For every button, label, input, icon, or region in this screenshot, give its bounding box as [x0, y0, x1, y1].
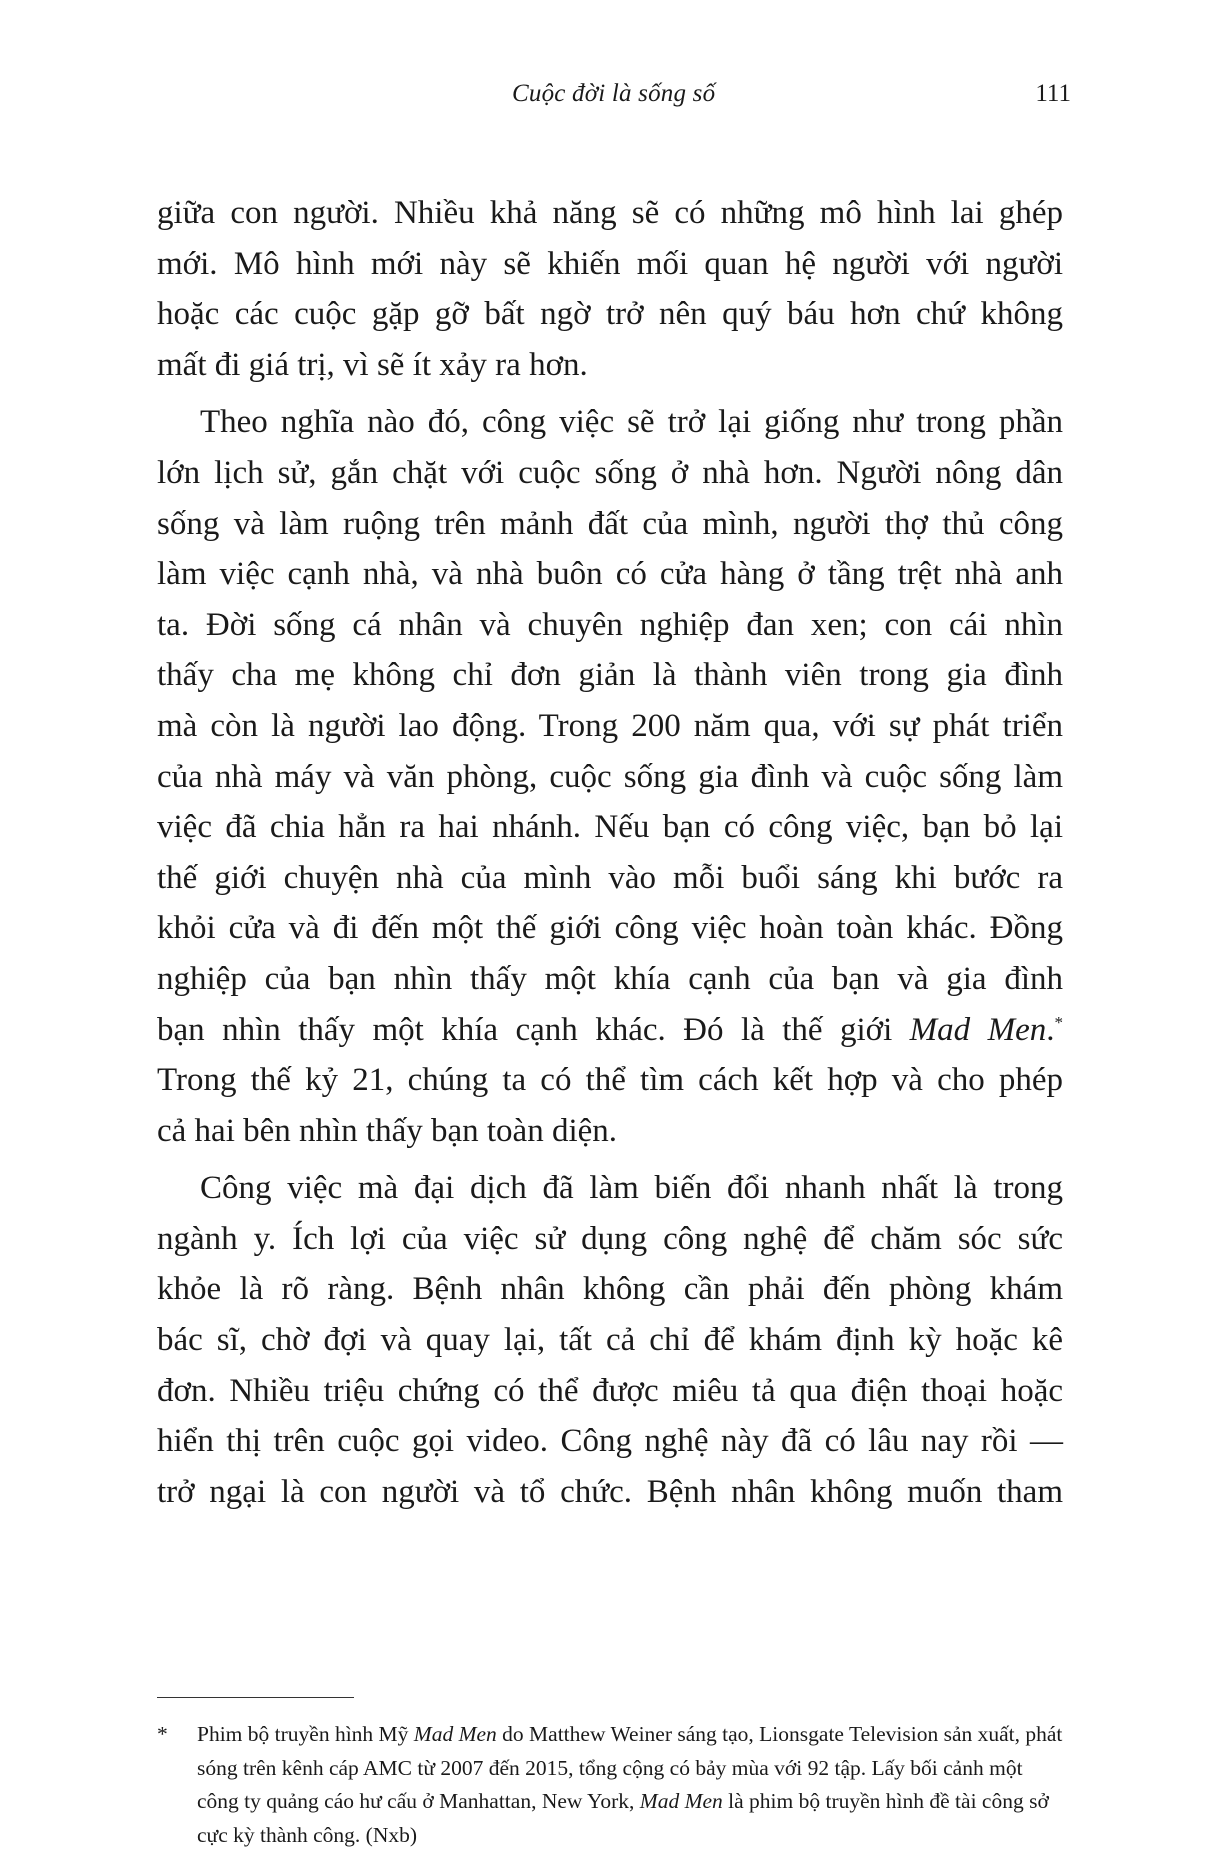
text-segment: . [1046, 1011, 1055, 1048]
text-line: mới. Mô hình mới này sẽ khiến mối quan hệ người với người [157, 245, 1063, 282]
text-line: sống và làm ruộng trên mảnh đất của mình, người thợ thủ công [157, 505, 1063, 542]
footnote-reference[interactable]: * [1054, 1012, 1063, 1032]
footnote-segment: là phim bộ truyền hình đề tài công sở cực kỳ thành công. (Nxb) [197, 1789, 1049, 1847]
text-line: cả hai bên nhìn thấy bạn toàn diện. [157, 1112, 618, 1149]
footnote-segment: do Matthew Weiner sáng tạo, Lionsgate Television sản xuất, phát sóng trên kênh cáp AMC từ 2007 đến 2015, tổng cộng có bảy mùa với 92 tập. Lấy bối cảnh một công ty quảng cáo hư cấu ở Manhattan, New York, [197, 1722, 1063, 1813]
text-line: của nhà máy và văn phòng, cuộc sống gia đình và cuộc sống làm [157, 758, 1063, 795]
body-text [157, 188, 1063, 1517]
text-line: thế giới chuyện nhà của mình vào mỗi buổi sáng khi bước ra [157, 859, 1063, 896]
text-line: khỏe là rõ ràng. Bệnh nhân không cần phải đến phòng khám [157, 1271, 1063, 1308]
text-line: Công việc mà đại dịch đã làm biến đổi nhanh nhất là trong [200, 1170, 1063, 1207]
running-title: Cuộc đời là sống số [512, 80, 716, 107]
text-line: Trong thế kỷ 21, chúng ta có thể tìm cách kết hợp và cho phép [157, 1062, 1063, 1099]
text-line: hoặc các cuộc gặp gỡ bất ngờ trở nên quý báu hơn chứ không [157, 296, 1063, 333]
paragraph-2 [157, 397, 1063, 1156]
show-title: Mad Men [909, 1011, 1047, 1048]
footnote-text [197, 1718, 1063, 1852]
text-line: mà còn là người lao động. Trong 200 năm qua, với sự phát triển [157, 707, 1063, 744]
show-title: Mad Men [413, 1722, 497, 1746]
text-line: giữa con người. Nhiều khả năng sẽ có những mô hình lai ghép [157, 195, 1063, 231]
running-header [0, 80, 1221, 120]
text-line: trở ngại là con người và tổ chức. Bệnh nhân không muốn tham [157, 1473, 1063, 1510]
text-line: ngành y. Ích lợi của việc sử dụng công nghệ để chăm sóc sức [157, 1220, 1063, 1257]
paragraph-1 [157, 188, 1063, 390]
text-line: bác sĩ, chờ đợi và quay lại, tất cả chỉ để khám định kỳ hoặc kê [157, 1322, 1063, 1359]
text-line: hiển thị trên cuộc gọi video. Công nghệ này đã có lâu nay rồi — [157, 1423, 1063, 1460]
text-segment: bạn nhìn thấy một khía cạnh khác. Đó là thế giới [157, 1011, 910, 1048]
text-line: việc đã chia hẳn ra hai nhánh. Nếu bạn có công việc, bạn bỏ lại [157, 809, 1063, 846]
text-line: lớn lịch sử, gắn chặt với cuộc sống ở nhà hơn. Người nông dân [157, 454, 1063, 491]
footnote-marker: * [157, 1722, 168, 1746]
text-line: làm việc cạnh nhà, và nhà buôn có cửa hàng ở tầng trệt nhà anh [157, 556, 1063, 593]
text-line: khỏi cửa và đi đến một thế giới công việc hoàn toàn khác. Đồng [157, 910, 1063, 947]
footnote-segment: Phim bộ truyền hình Mỹ [197, 1722, 414, 1746]
text-line: mất đi giá trị, vì sẽ ít xảy ra hơn. [157, 346, 588, 383]
text-line: Theo nghĩa nào đó, công việc sẽ trở lại giống như trong phần [200, 404, 1063, 441]
text-line: thấy cha mẹ không chỉ đơn giản là thành viên trong gia đình [157, 657, 1063, 694]
page-number: 111 [1035, 80, 1071, 107]
text-line: nghiệp của bạn nhìn thấy một khía cạnh của bạn và gia đình [157, 960, 1063, 997]
footnote-divider [157, 1697, 354, 1698]
text-line: ta. Đời sống cá nhân và chuyên nghiệp đan xen; con cái nhìn [157, 606, 1063, 643]
text-line-with-footnote-ref [157, 1005, 1063, 1056]
show-title: Mad Men [639, 1789, 723, 1813]
paragraph-3 [157, 1163, 1063, 1517]
text-line: đơn. Nhiều triệu chứng có thể được miêu tả qua điện thoại hoặc [157, 1372, 1063, 1409]
